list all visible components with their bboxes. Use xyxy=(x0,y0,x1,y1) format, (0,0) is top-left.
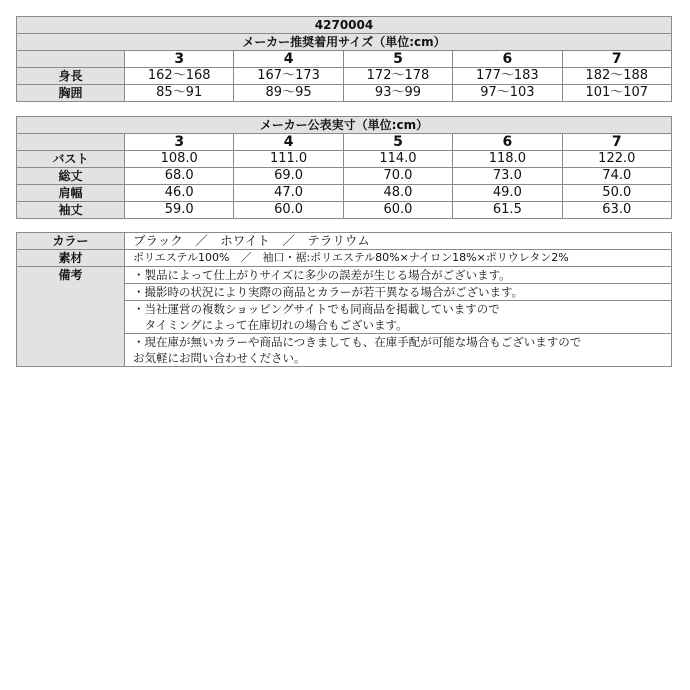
table-cell: 101～107 xyxy=(562,85,671,102)
row-label: バスト xyxy=(17,151,125,168)
table-cell: 118.0 xyxy=(453,151,562,168)
row-label: 胸囲 xyxy=(17,85,125,102)
table-row xyxy=(17,168,672,185)
table-cell: 85～91 xyxy=(125,85,234,102)
table-row xyxy=(17,68,672,85)
measurement-table xyxy=(16,116,672,219)
measurement-title: メーカー公表実寸（単位:cm） xyxy=(17,117,672,134)
size-header: 6 xyxy=(453,134,562,151)
size-header: 4 xyxy=(234,51,343,68)
row-label: 身長 xyxy=(17,68,125,85)
table-row xyxy=(17,267,672,284)
size-header: 3 xyxy=(125,134,234,151)
table-cell: 50.0 xyxy=(562,185,671,202)
table-cell: 59.0 xyxy=(125,202,234,219)
product-code: 4270004 xyxy=(17,17,672,34)
table-cell: 122.0 xyxy=(562,151,671,168)
table-row xyxy=(17,250,672,267)
table-row xyxy=(17,202,672,219)
table-cell: 48.0 xyxy=(343,185,452,202)
color-value: ブラック ／ ホワイト ／ テラリウム xyxy=(125,233,672,250)
table-cell: 74.0 xyxy=(562,168,671,185)
table-cell: 61.5 xyxy=(453,202,562,219)
table-cell: 68.0 xyxy=(125,168,234,185)
table-cell: 73.0 xyxy=(453,168,562,185)
table-cell: 162～168 xyxy=(125,68,234,85)
table-cell: 177～183 xyxy=(453,68,562,85)
material-value: ポリエステル100% ／ 袖口・裾:ポリエステル80%×ナイロン18%×ポリウレタン2% xyxy=(125,250,672,267)
table-cell: 89～95 xyxy=(234,85,343,102)
table-cell: 63.0 xyxy=(562,202,671,219)
table-row xyxy=(17,185,672,202)
table-cell: 69.0 xyxy=(234,168,343,185)
size-header: 6 xyxy=(453,51,562,68)
table-cell: 49.0 xyxy=(453,185,562,202)
table-cell: 60.0 xyxy=(343,202,452,219)
note-item: ・製品によって仕上がりサイズに多少の誤差が生じる場合がございます。 xyxy=(125,267,672,284)
note-item: ・現在庫が無いカラーや商品につきましても、在庫手配が可能な場合もございますので お気軽にお問い合わせください。 xyxy=(125,334,672,367)
size-header: 7 xyxy=(562,51,671,68)
note-item: ・撮影時の状況により実際の商品とカラーが若干異なる場合がございます。 xyxy=(125,284,672,301)
table-cell: 60.0 xyxy=(234,202,343,219)
table-cell: 97～103 xyxy=(453,85,562,102)
table-cell: 93～99 xyxy=(343,85,452,102)
table-cell: 167～173 xyxy=(234,68,343,85)
table-row xyxy=(17,151,672,168)
size-header: 5 xyxy=(343,134,452,151)
table-cell: 47.0 xyxy=(234,185,343,202)
table-cell: 182～188 xyxy=(562,68,671,85)
size-header: 4 xyxy=(234,134,343,151)
size-header-row xyxy=(17,134,672,151)
size-header: 5 xyxy=(343,51,452,68)
recommended-size-table xyxy=(16,16,672,102)
size-header: 7 xyxy=(562,134,671,151)
size-header-row xyxy=(17,51,672,68)
row-label: 袖丈 xyxy=(17,202,125,219)
row-label: 肩幅 xyxy=(17,185,125,202)
table-row xyxy=(17,233,672,250)
size-header: 3 xyxy=(125,51,234,68)
table-cell: 111.0 xyxy=(234,151,343,168)
recommended-title: メーカー推奨着用サイズ（単位:cm） xyxy=(17,34,672,51)
table-cell: 46.0 xyxy=(125,185,234,202)
notes-label: 備考 xyxy=(17,267,125,367)
color-label: カラー xyxy=(17,233,125,250)
table-cell: 172～178 xyxy=(343,68,452,85)
material-label: 素材 xyxy=(17,250,125,267)
table-cell: 70.0 xyxy=(343,168,452,185)
table-cell: 108.0 xyxy=(125,151,234,168)
product-details-table xyxy=(16,232,672,367)
table-cell: 114.0 xyxy=(343,151,452,168)
row-label: 総丈 xyxy=(17,168,125,185)
table-row xyxy=(17,85,672,102)
note-item: ・当社運営の複数ショッピングサイトでも同商品を掲載していますので タイミングによって在庫切れの場合もございます。 xyxy=(125,301,672,334)
